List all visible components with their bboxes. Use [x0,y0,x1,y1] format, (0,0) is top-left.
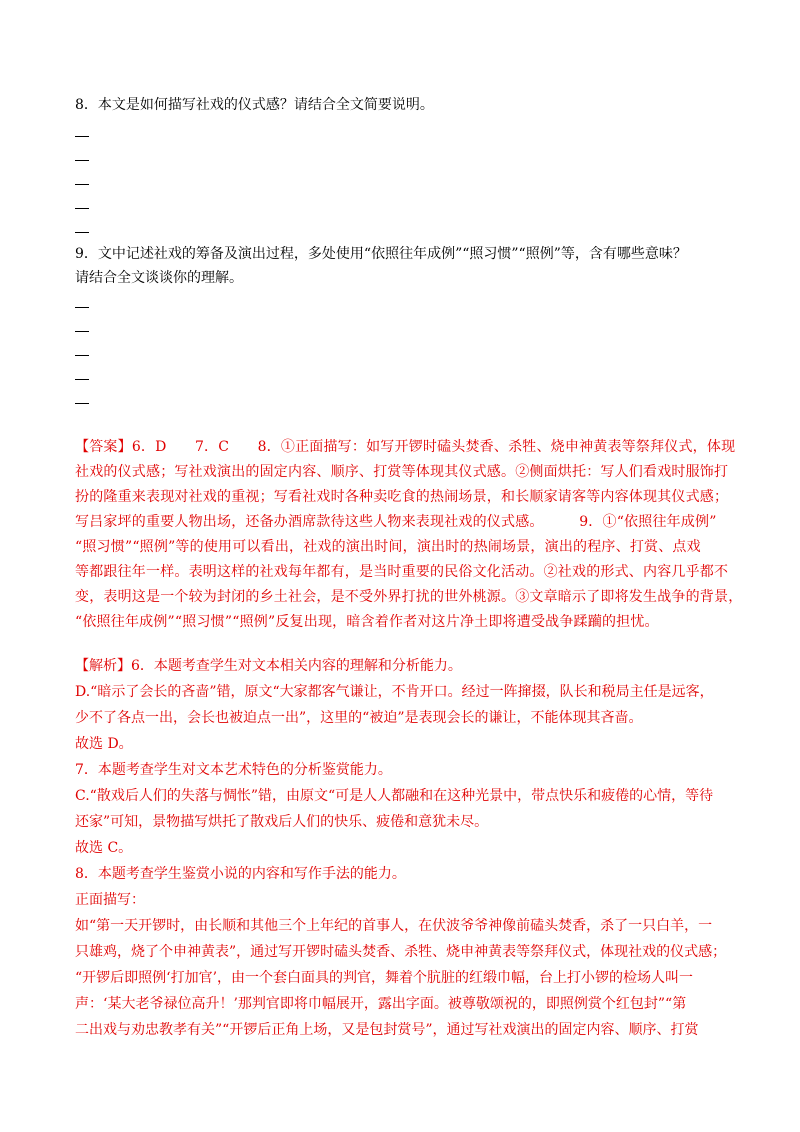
analysis-line: 【解析】6．本题考查学生对文本相关内容的理解和分析能力。 [75,658,462,674]
answer-line: 【答案】6．D 7．C 8．①正面描写：如写开锣时磕头焚香、杀牲、烧申神黄表等祭拜仪式，体现 [75,439,736,455]
answer-blank-line [75,379,89,380]
question-9-line: 9．文中记述社戏的筹备及演出过程，多处使用“依照往年成例”“照习惯”“照例”等，含有哪些意味？ [75,246,687,262]
answer-line: 写吕家坪的重要人物出场，还备办酒席款待这些人物来表现社戏的仪式感。 9．①“依照往年成例” [75,514,717,530]
analysis-line: 如“第一天开锣时，由长顺和其他三个上年纪的首事人，在伏波爷爷神像前磕头焚香，杀了一只白羊，一 [75,918,713,934]
analysis-line: 故选 C。 [75,840,133,856]
answer-line: 等都跟往年一样。表明这样的社戏每年都有，是当时重要的民俗文化活动。②社戏的形式、内容几乎都不 [75,564,729,580]
analysis-line: D.“暗示了会长的吝啬”错，原文“大家都客气谦让，不肯开口。经过一阵撺掇，队长和税局主任是远客， [75,684,714,700]
answer-blank-line [75,136,89,137]
answer-blank-line [75,208,89,209]
answer-line: 扮的隆重来表现对社戏的重视；写看社戏时各种卖吃食的热闹场景，和长顺家请客等内容体现其仪式感； [75,489,729,505]
analysis-line: “开锣后即照例‘打加官’，由一个套白面具的判官，舞着个肮脏的红缎巾幅，台上打小锣的检场人叫一 [75,970,694,986]
answer-blank-line [75,331,89,332]
answer-label: 【答案】 [75,439,132,455]
analysis-line: 二出戏与劝忠教孝有关”“开锣后正角上场，又是包封赏号”，通过写社戏演出的固定内容、顺序、打赏 [75,1022,699,1038]
analysis-line: 7．本题考查学生对文本艺术特色的分析鉴赏能力。 [75,762,392,778]
analysis-line: 只雄鸡，烧了个申神黄表”，通过写开锣时磕头焚香、杀牲、烧申神黄表等祭拜仪式，体现社戏的仪式感； [75,944,727,960]
analysis-line: 正面描写： [75,892,145,908]
analysis-line: 少不了各点一出，会长也被迫点一出”，这里的“被迫”是表现会长的谦让，不能体现其吝啬。 [75,710,643,726]
analysis-line: 还家”可知，景物描写烘托了散戏后人们的快乐、疲倦和意犹未尽。 [75,814,489,830]
analysis-label: 【解析】 [75,658,131,674]
analysis-line: 声：‘某大老爷禄位高升！’那判官即将巾幅展开，露出字面。被尊敬颂祝的，即照例赏个红包封”“第 [75,996,687,1012]
answer-blank-line [75,355,89,356]
answer-line: 社戏的仪式感；写社戏演出的固定内容、顺序、打赏等体现其仪式感。②侧面烘托：写人们看戏时服饰打 [75,464,729,480]
answer-blank-line [75,403,89,404]
answer-blank-line [75,160,89,161]
answer-blank-line [75,184,89,185]
answer-blank-line [75,232,89,233]
answer-line: “照习惯”“照例”等的使用可以看出，社戏的演出时间，演出时的热闹场景，演出的程序、打赏、点戏 [75,539,701,555]
answer-blank-line [75,307,89,308]
analysis-line: 故选 D。 [75,736,133,752]
answer-line: 变，表明这是一个较为封闭的乡土社会，是不受外界打扰的世外桃源。③文章暗示了即将发生战争的背景， [75,589,743,605]
question-9-line: 请结合全文谈谈你的理解。 [75,270,243,286]
analysis-line: 8．本题考查学生鉴赏小说的内容和写作手法的能力。 [75,866,406,882]
question-8: 8．本文是如何描写社戏的仪式感？请结合全文简要说明。 [75,97,434,113]
analysis-line: C.“散戏后人们的失落与惆怅”错，由原文“可是人人都融和在这种光景中，带点快乐和疲倦的心情，等待 [75,788,714,804]
answer-line: “依照往年成例”“照习惯”“照例”反复出现，暗含着作者对这片净土即将遭受战争蹂躏的担忧。 [75,614,659,630]
